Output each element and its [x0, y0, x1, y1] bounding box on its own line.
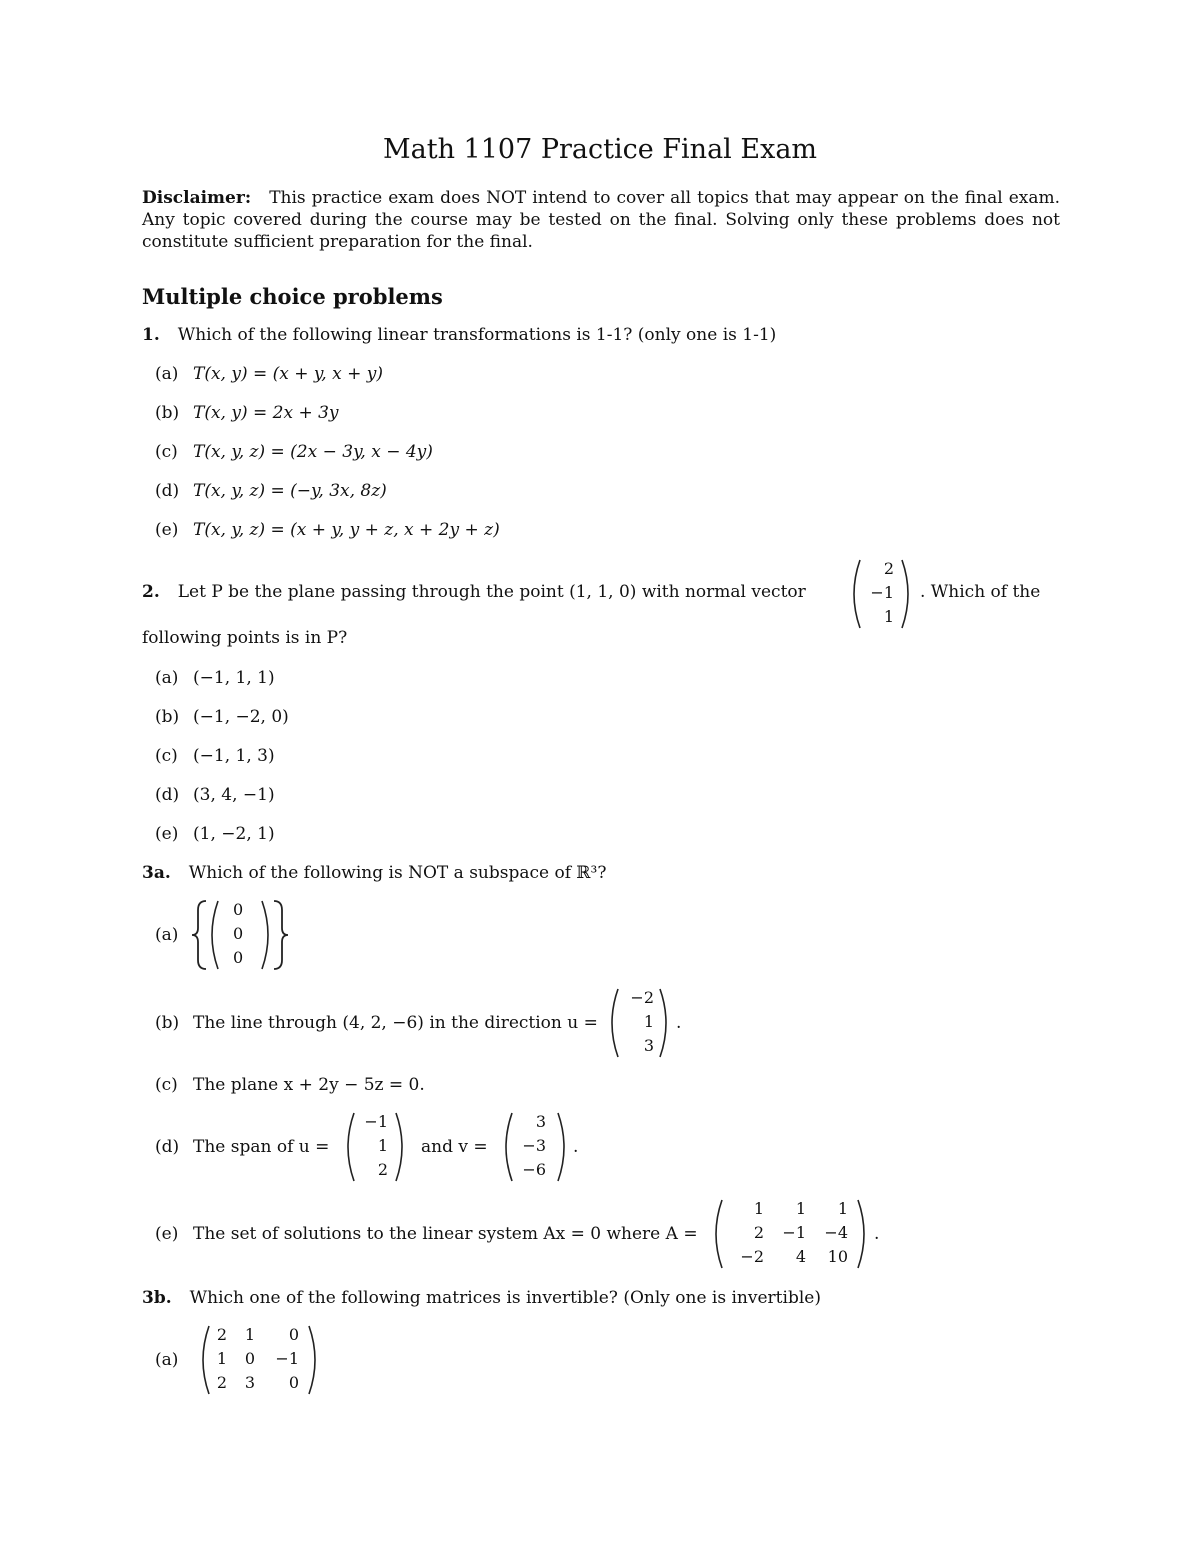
matrix-cell: 2	[883, 559, 894, 578]
option-label: (e)	[155, 824, 179, 844]
option-text: T(x, y, z) = (2x − 3y, x − 4y)	[193, 442, 433, 462]
matrix-cell: 1	[753, 1199, 764, 1218]
matrix-cell: 1	[377, 1136, 388, 1155]
q1-option-d	[155, 481, 387, 501]
matrix-cell: 1	[795, 1199, 806, 1218]
matrix-cell: 0	[233, 900, 244, 919]
question-number: 3a.	[142, 863, 171, 883]
option-text: T(x, y, z) = (−y, 3x, 8z)	[193, 481, 387, 501]
disclaimer	[142, 187, 1060, 253]
matrix-cell: 3	[535, 1112, 546, 1131]
matrix-cell: −1	[364, 1112, 388, 1131]
question-2-continued: . Which of the	[920, 582, 1041, 602]
and-v-text: and v =	[421, 1137, 488, 1157]
matrix-cell: 1	[216, 1349, 227, 1368]
matrix-3b-a	[195, 1323, 323, 1397]
q2-option-d	[155, 785, 275, 805]
q1-option-a	[155, 364, 383, 384]
option-label: (a)	[155, 364, 179, 384]
matrix-cell: 2	[216, 1325, 227, 1344]
option-text: T(x, y, z) = (x + y, y + z, x + 2y + z)	[193, 520, 500, 540]
direction-vector	[604, 986, 674, 1060]
q2-option-c	[155, 746, 275, 766]
option-label: (e)	[155, 520, 179, 540]
option-label: (d)	[155, 481, 180, 501]
option-label: (c)	[155, 1075, 178, 1095]
question-3a	[142, 863, 606, 883]
question-1	[142, 325, 776, 345]
option-label: (d)	[155, 785, 180, 805]
matrix-cell: 4	[795, 1247, 806, 1266]
matrix-cell: 1	[837, 1199, 848, 1218]
option-text: The plane x + 2y − 5z = 0.	[193, 1075, 425, 1095]
question-text: Which one of the following matrices is invertible? (Only one is invertible)	[189, 1288, 821, 1308]
q2-option-e	[155, 824, 275, 844]
page-title: Math 1107 Practice Final Exam	[382, 134, 818, 165]
matrix-cell: 1	[883, 607, 894, 626]
option-text: T(x, y) = 2x + 3y	[193, 403, 339, 423]
q1-option-e	[155, 520, 500, 540]
matrix-cell: −1	[870, 583, 894, 602]
q2-option-a	[155, 668, 275, 688]
q3a-option-b	[155, 1013, 598, 1033]
option-text: (1, −2, 1)	[193, 824, 275, 844]
matrix-cell: 0	[288, 1325, 299, 1344]
matrix-cell: 1	[643, 1012, 654, 1031]
matrix-cell: 2	[216, 1373, 227, 1392]
matrix-cell: −6	[522, 1160, 546, 1179]
matrix-cell: 2	[377, 1160, 388, 1179]
matrix-cell: 0	[233, 924, 244, 943]
matrix-parentheses	[195, 1323, 323, 1397]
question-text: Which of the following linear transformations is 1-1? (only one is 1-1)	[177, 325, 777, 345]
option-text: T(x, y) = (x + y, x + y)	[193, 364, 383, 384]
question-text: Let P be the plane passing through the point (1, 1, 0) with normal vector	[177, 582, 806, 602]
option-label: (b)	[155, 1013, 180, 1033]
option-text: The set of solutions to the linear system Ax = 0 where A =	[193, 1224, 698, 1244]
disclaimer-text: This practice exam does NOT intend to cover all topics that may appear on the final exam. Any topic covered during the course may be tested on the final. Solving only these problems does not constitute sufficient preparation for the final.	[142, 188, 1061, 252]
option-label: (a)	[155, 668, 179, 688]
matrix-cell: 3	[244, 1373, 255, 1392]
matrix-cell: 3	[643, 1036, 654, 1055]
question-2-line2: following points is in P?	[142, 628, 348, 648]
matrix-cell: 2	[753, 1223, 764, 1242]
vector-u	[340, 1110, 410, 1184]
matrix-cell: −1	[275, 1349, 299, 1368]
normal-vector	[846, 557, 916, 631]
option-text: The span of u =	[193, 1137, 330, 1157]
q3a-option-a-label: (a)	[155, 925, 179, 945]
disclaimer-label: Disclaimer:	[142, 188, 252, 208]
q1-option-c	[155, 442, 433, 462]
section-heading: Multiple choice problems	[142, 284, 443, 309]
matrix-cell: −2	[740, 1247, 764, 1266]
q3a-option-e	[155, 1224, 698, 1244]
option-label: (b)	[155, 403, 180, 423]
option-text: (3, 4, −1)	[193, 785, 275, 805]
matrix-cell: 1	[244, 1325, 255, 1344]
option-label: (e)	[155, 1224, 179, 1244]
zero-vector-set	[190, 898, 290, 972]
q3a-option-d	[155, 1137, 329, 1157]
matrix-cell: −1	[782, 1223, 806, 1242]
option-text: (−1, 1, 3)	[193, 746, 275, 766]
question-number: 2.	[142, 582, 160, 602]
matrix-cell: 0	[288, 1373, 299, 1392]
option-end-period: .	[676, 1013, 682, 1033]
matrix-cell: −4	[824, 1223, 848, 1242]
q1-option-b	[155, 403, 339, 423]
question-text: Which of the following is NOT a subspace of ℝ³?	[188, 863, 607, 883]
question-number: 3b.	[142, 1288, 172, 1308]
question-2	[142, 582, 806, 602]
q3b-option-a-label: (a)	[155, 1350, 179, 1370]
option-label: (c)	[155, 746, 178, 766]
option-end-period: .	[573, 1137, 579, 1157]
option-label: (b)	[155, 707, 180, 727]
option-end-period: .	[874, 1224, 880, 1244]
question-3b	[142, 1288, 821, 1308]
matrix-cell: 0	[233, 948, 244, 967]
matrix-cell: −2	[630, 988, 654, 1007]
matrix-cell: 0	[244, 1349, 255, 1368]
option-text: (−1, −2, 0)	[193, 707, 289, 727]
option-text: The line through (4, 2, −6) in the direction u =	[193, 1013, 598, 1033]
matrix-A	[708, 1197, 872, 1271]
matrix-cell: 10	[827, 1247, 848, 1266]
option-label: (c)	[155, 442, 178, 462]
q2-option-b	[155, 707, 289, 727]
q3a-option-c	[155, 1075, 425, 1095]
option-label: (d)	[155, 1137, 180, 1157]
vector-v	[498, 1110, 572, 1184]
question-number: 1.	[142, 325, 160, 345]
matrix-cell: −3	[522, 1136, 546, 1155]
option-text: (−1, 1, 1)	[193, 668, 275, 688]
